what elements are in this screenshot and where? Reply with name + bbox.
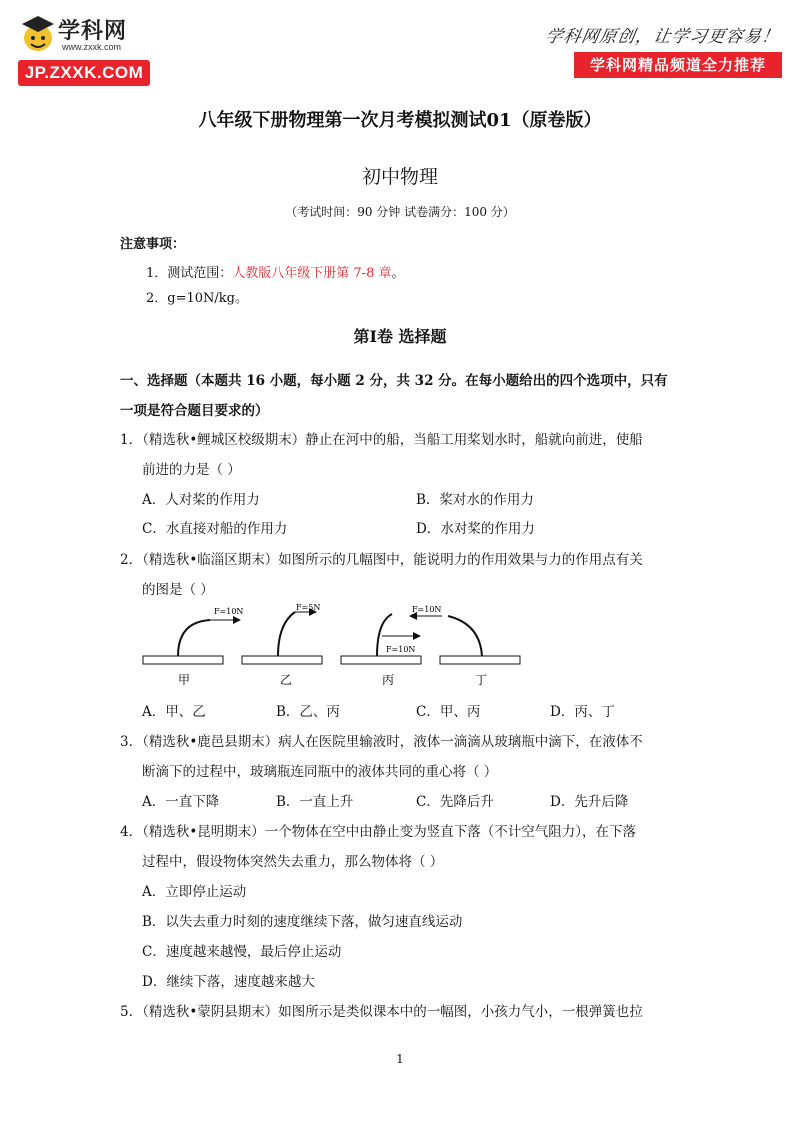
q4-option-a: A．立即停止运动 (142, 884, 247, 900)
q4-stem-2: 过程中，假设物体突然失去重力，那么物体将（ ） (142, 854, 444, 870)
exam-meta: （考试时间：90 分钟 试卷满分：100 分） (285, 205, 515, 219)
fig-force-label-yi: F=5N (296, 603, 321, 612)
site-logo[interactable] (18, 12, 153, 84)
q1-option-c: C．水直接对船的作用力 (142, 521, 288, 537)
q1-stem-1: 1．（精选秋•鲤城区校级期末）静止在河中的船，当船工用桨划水时，船就向前进，使船 (120, 432, 643, 448)
promo-banner[interactable]: 学科网精品频道全力推荐 (574, 52, 782, 78)
fig-rod-yi (278, 612, 295, 656)
q2-figure (130, 600, 530, 692)
q1-option-a: A．人对桨的作用力 (142, 492, 260, 508)
q1-option-d: D．水对桨的作用力 (416, 521, 535, 537)
logo-url: www.zxxk.com (62, 42, 122, 52)
q3-option-a: A．一直下降 (142, 794, 220, 810)
fig-force-label-ding: F=10N (412, 605, 442, 614)
q4-option-c: C．速度越来越慢，最后停止运动 (142, 944, 342, 960)
q1-stem-2: 前进的力是（ ） (142, 462, 241, 478)
fig-force-label-bing: F=10N (386, 645, 416, 654)
q2-option-d: D．丙、丁 (550, 704, 615, 720)
q2-stem-1: 2．（精选秋•临淄区期末）如图所示的几幅图中，能说明力的作用效果与力的作用点有关 (120, 552, 643, 568)
fig-label-yi: 乙 (280, 673, 293, 687)
q5-stem-1: 5．（精选秋•蒙阴县期末）如图所示是类似课本中的一幅图，小孩力气小，一根弹簧也拉 (120, 1004, 643, 1020)
q3-option-b: B．一直上升 (276, 794, 354, 810)
fig-base-bing (341, 656, 421, 664)
fig-base-ding (440, 656, 520, 664)
q4-option-d: D．继续下落，速度越来越大 (142, 974, 315, 990)
q4-option-b: B．以失去重力时刻的速度继续下落，做匀速直线运动 (142, 914, 463, 930)
slogan: 学科网原创，让学习更容易！ (543, 27, 782, 47)
q2-stem-2: 的图是（ ） (142, 582, 214, 598)
q4-stem-1: 4．（精选秋•昆明期末）一个物体在空中由静止变为竖直下落（不计空气阻力），在下落 (120, 824, 637, 840)
q2-option-a: A．甲、乙 (142, 704, 206, 720)
q1-option-b: B．桨对水的作用力 (416, 492, 534, 508)
fig-label-jia: 甲 (178, 673, 191, 687)
fig-rod-ding (448, 616, 482, 656)
fig-label-bing: 丙 (382, 673, 395, 687)
page-number: 1 (396, 1052, 404, 1066)
part-instructions-2: 一项是符合题目要求的） (120, 403, 269, 419)
page-title: 八年级下册物理第一次月考模拟测试01（原卷版） (198, 110, 602, 131)
logo-name: 学科网 (58, 19, 128, 44)
fig-force-label-jia: F=10N (214, 607, 244, 616)
q3-stem-1: 3．（精选秋•鹿邑县期末）病人在医院里输液时，液体一滴滴从玻璃瓶中滴下，在液体不 (120, 734, 643, 750)
q3-option-c: C．先降后升 (416, 794, 494, 810)
fig-label-ding: 丁 (475, 673, 488, 687)
section-heading: 第Ⅰ卷 选择题 (353, 327, 447, 346)
fig-rod-jia (178, 620, 210, 656)
q2-option-c: C．甲、丙 (416, 704, 481, 720)
note-1-scope: 人教版八年级下册第 7-8 章 (232, 266, 392, 281)
fig-base-jia (143, 656, 223, 664)
logo-badge: JP.ZXXK.COM (18, 60, 150, 86)
fig-base-yi (242, 656, 322, 664)
q2-option-b: B．乙、丙 (276, 704, 340, 720)
q3-stem-2: 断滴下的过程中，玻璃瓶连同瓶中的液体共同的重心将（ ） (142, 764, 498, 780)
note-1-suffix: 。 (391, 266, 405, 281)
part-instructions-1: 一、选择题（本题共 16 小题，每小题 2 分，共 32 分。在每小题给出的四个选项中，只有 (120, 373, 668, 389)
q3-option-d: D．先升后降 (550, 794, 629, 810)
note-2: 2．g=10N/kg。 (146, 291, 248, 306)
note-1 (146, 262, 405, 281)
subtitle: 初中物理 (361, 166, 438, 188)
notes-heading: 注意事项： (120, 237, 186, 252)
note-1-prefix: 1．测试范围： (146, 266, 233, 281)
